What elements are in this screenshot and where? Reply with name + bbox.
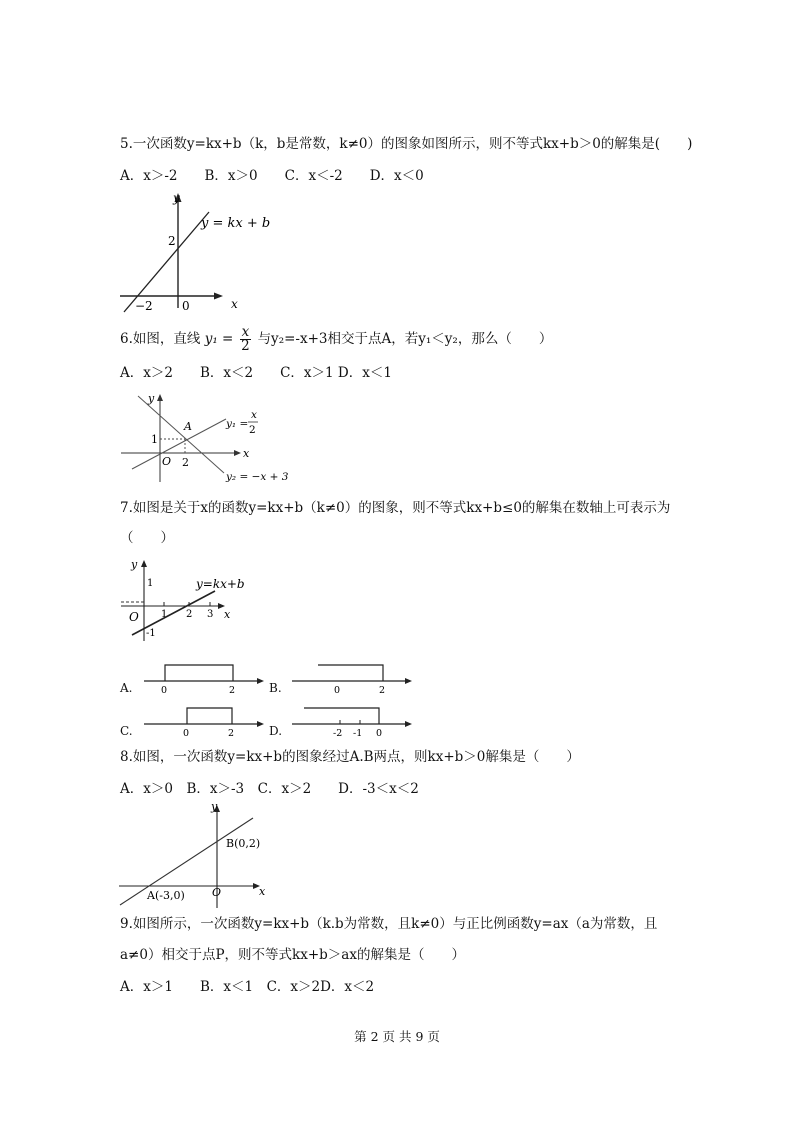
q6-frac-den: 2 [241, 338, 250, 354]
q7-choice-d-label: D. [269, 724, 283, 738]
q6-y1-den: 2 [249, 424, 256, 436]
q6-fraction [240, 326, 252, 353]
q7-choice-b-label: B. [269, 681, 282, 695]
q5-graph [115, 190, 275, 314]
q6-y-label: y [148, 392, 155, 405]
q5-y-label: y [173, 191, 180, 205]
q7-choice-c-numberline [140, 703, 270, 739]
q5-tick-2: 2 [168, 234, 176, 248]
q6-frac-num: x [241, 324, 250, 340]
q6-y1: y₁ = [204, 331, 234, 347]
q8-x-label: x [259, 885, 266, 898]
q7a-t2: 2 [229, 685, 236, 696]
q8-stem: 8.如图，一次函数y=kx+b的图象经过A.B两点，则kx+b＞0解集是（ ） [120, 749, 580, 765]
q8-point-a: A(-3,0) [147, 889, 185, 902]
q6-y1-num: x [251, 409, 257, 421]
q6-tick-1: 1 [151, 433, 158, 446]
q7-tick-1y: 1 [147, 578, 154, 589]
q8-y-label: y [211, 800, 218, 813]
q6-x-label: x [243, 447, 250, 460]
q7-tick-1: 1 [161, 609, 168, 620]
q7-graph [118, 555, 248, 645]
q8-origin: O [212, 886, 222, 899]
q7d-arrow [405, 721, 412, 727]
q5-tick-neg2: −2 [135, 299, 153, 313]
q6-origin: O [162, 455, 172, 468]
q6-point-a: A [184, 420, 192, 433]
q7-tick-neg1: -1 [146, 628, 156, 639]
q7-choice-c-label: C. [120, 724, 133, 738]
q7-tick-3: 3 [207, 609, 214, 620]
q5-x-label: x [231, 297, 238, 311]
q5-options: A．x＞-2 B．x＞0 C．x＜-2 D．x＜0 [120, 168, 424, 184]
q6-y-arrow [157, 394, 163, 401]
q7a-range [165, 665, 233, 681]
q6-y2-label: y₂ = −x + 3 [226, 471, 288, 483]
q7-choice-a-numberline [140, 660, 270, 696]
q7d-range [304, 708, 379, 724]
q6-graph [118, 390, 288, 486]
q7a-arrow [257, 678, 264, 684]
q8-point-b: B(0,2) [226, 837, 261, 850]
q6-options: A．x＞2 B．x＜2 C．x＞1 D．x＜1 [120, 365, 392, 381]
q6-stem-a: 6.如图，直线 [120, 331, 201, 347]
q7b-t2: 2 [379, 685, 386, 696]
q7b-range [318, 665, 383, 681]
q6-stem-b: 与y₂=-x+3相交于点A，若y₁＜y₂，那么（ ） [257, 331, 553, 347]
q9-stem-1: 9.如图所示，一次函数y=kx+b（k.b为常数，且k≠0）与正比例函数y=ax（a为常数，且 [120, 916, 658, 932]
q7c-arrow [257, 721, 264, 727]
q7-eq-label: y=kx+b [196, 577, 245, 591]
q5-stem: 5.一次函数y=kx+b（k，b是常数，k≠0）的图象如图所示，则不等式kx+b＞0的解集是( ) [120, 136, 693, 152]
q7c-t0: 0 [183, 728, 190, 739]
q7c-range [187, 708, 232, 724]
q5-eq-label: y = kx + b [201, 216, 271, 231]
q9-stem-2: a≠0）相交于点P，则不等式kx+b＞ax的解集是（ ） [120, 947, 465, 963]
q7-choice-b-numberline [288, 660, 418, 696]
q7-stem: 7.如图是关于x的函数y=kx+b（k≠0）的图象，则不等式kx+b≤0的解集在数轴上可表示为 [120, 500, 671, 516]
q6-tick-2: 2 [182, 456, 189, 469]
q7-origin: O [129, 610, 139, 624]
page-footer: 第 2 页 共 9 页 [354, 1029, 440, 1044]
q7b-arrow [405, 678, 412, 684]
q7d-tm2: -2 [333, 728, 343, 739]
q7-choice-a-label: A. [120, 681, 133, 695]
q8-line [120, 818, 253, 905]
q6-x-arrow [234, 450, 241, 456]
q8-options: A．x＞0 B．x＞-3 C．x＞2 D．-3＜x＜2 [120, 781, 419, 797]
q8-graph [115, 800, 275, 912]
q7b-t0: 0 [334, 685, 341, 696]
q7-choice-d-numberline [288, 703, 418, 739]
q7-stem2: （ ） [120, 530, 174, 546]
q7d-tm1: -1 [353, 728, 363, 739]
q7-tick-2: 2 [186, 609, 193, 620]
q7-x-label: x [224, 608, 231, 621]
q7d-t0: 0 [376, 728, 383, 739]
q7a-t0: 0 [161, 685, 168, 696]
q5-line [124, 212, 209, 312]
q6-y1-label: y₁ = [226, 418, 249, 430]
q5-x-arrow [214, 293, 223, 300]
q6-stem [120, 326, 552, 353]
q7c-t2: 2 [228, 728, 235, 739]
q7-y-label: y [131, 558, 138, 571]
q5-origin: 0 [182, 299, 190, 313]
q7-y-arrow [141, 560, 147, 567]
q9-options: A．x＞1 B．x＜1 C．x＞2D．x＜2 [120, 979, 375, 995]
